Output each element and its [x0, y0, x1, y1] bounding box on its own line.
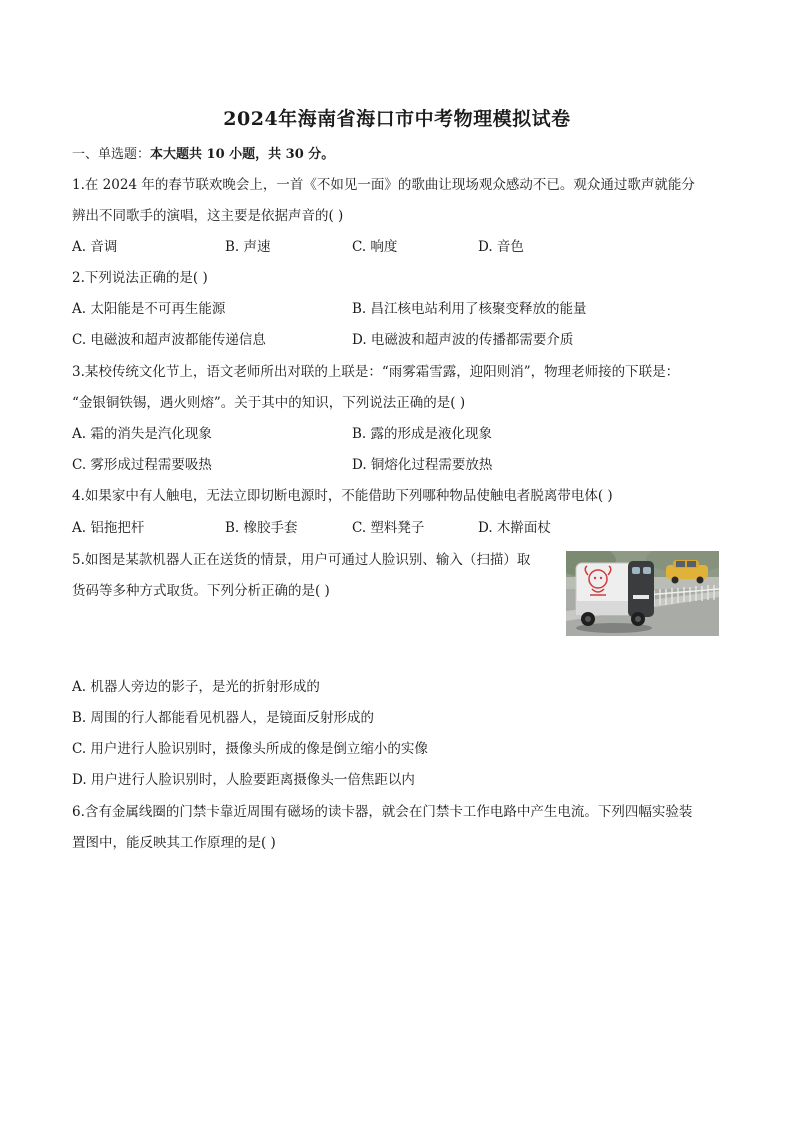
page-title: 2024年海南省海口市中考物理模拟试卷 [223, 108, 571, 130]
q5-option-a: A. 机器人旁边的影子，是光的折射形成的 [72, 679, 320, 695]
q1-option-c: C. 响度 [352, 239, 398, 255]
q5-option-c: C. 用户进行人脸识别时，摄像头所成的像是倒立缩小的实像 [72, 741, 428, 757]
q6-stem-line1: 6.含有金属线圈的门禁卡靠近周围有磁场的读卡器，就会在门禁卡工作电路中产生电流。下列四幅实验装 [72, 804, 693, 820]
q3-option-b: B. 露的形成是液化现象 [352, 426, 493, 442]
section-label: 一、单选题： [72, 147, 151, 162]
q5-stem-line1: 5.如图是某款机器人正在送货的情景，用户可通过人脸识别、输入（扫描）取 [72, 552, 531, 568]
delivery-robot-photo [566, 551, 719, 636]
q2-option-d: D. 电磁波和超声波的传播都需要介质 [352, 332, 574, 348]
q4-stem-line1: 4.如果家中有人触电，无法立即切断电源时，不能借助下列哪种物品使触电者脱离带电体( ) [72, 488, 613, 504]
q1-option-d: D. 音色 [478, 239, 524, 255]
q1-stem-line2: 辨出不同歌手的演唱，这主要是依据声音的( ) [72, 208, 344, 224]
q4-option-d: D. 木擀面杖 [478, 520, 551, 536]
q4-option-b: B. 橡胶手套 [225, 520, 298, 536]
q1-option-a: A. 音调 [72, 239, 118, 255]
q3-option-c: C. 雾形成过程需要吸热 [72, 457, 212, 473]
q2-option-c: C. 电磁波和超声波都能传递信息 [72, 332, 266, 348]
q3-option-d: D. 铜熔化过程需要放热 [352, 457, 493, 473]
q5-option-d: D. 用户进行人脸识别时，人脸要距离摄像头一倍焦距以内 [72, 772, 415, 788]
section-desc: 本大题共 10 小题，共 30 分。 [150, 147, 335, 162]
q5-option-b: B. 周围的行人都能看见机器人，是镜面反射形成的 [72, 710, 375, 726]
section-heading [72, 146, 334, 164]
q2-stem-line1: 2.下列说法正确的是( ) [72, 270, 208, 286]
q3-stem-line1: 3.某校传统文化节上，语文老师所出对联的上联是：“雨雾霜雪露，迎阳则消”，物理老师接的下联是： [72, 364, 680, 380]
q3-option-a: A. 霜的消失是汽化现象 [72, 426, 212, 442]
q2-option-b: B. 昌江核电站利用了核聚变释放的能量 [352, 301, 587, 317]
q1-option-b: B. 声速 [225, 239, 271, 255]
q4-option-c: C. 塑料凳子 [352, 520, 425, 536]
q2-option-a: A. 太阳能是不可再生能源 [72, 301, 226, 317]
q6-stem-line2: 置图中，能反映其工作原理的是( ) [72, 835, 276, 851]
q5-stem-line2: 货码等多种方式取货。下列分析正确的是( ) [72, 583, 330, 599]
q1-stem-line1: 1.在 2024 年的春节联欢晚会上，一首《不如见一面》的歌曲让现场观众感动不已。观众通过歌声就能分 [72, 177, 695, 193]
q4-option-a: A. 铝拖把杆 [72, 520, 145, 536]
q3-stem-line2: “金银铜铁锡，遇火则熔”。关于其中的知识，下列说法正确的是( ) [72, 395, 466, 411]
